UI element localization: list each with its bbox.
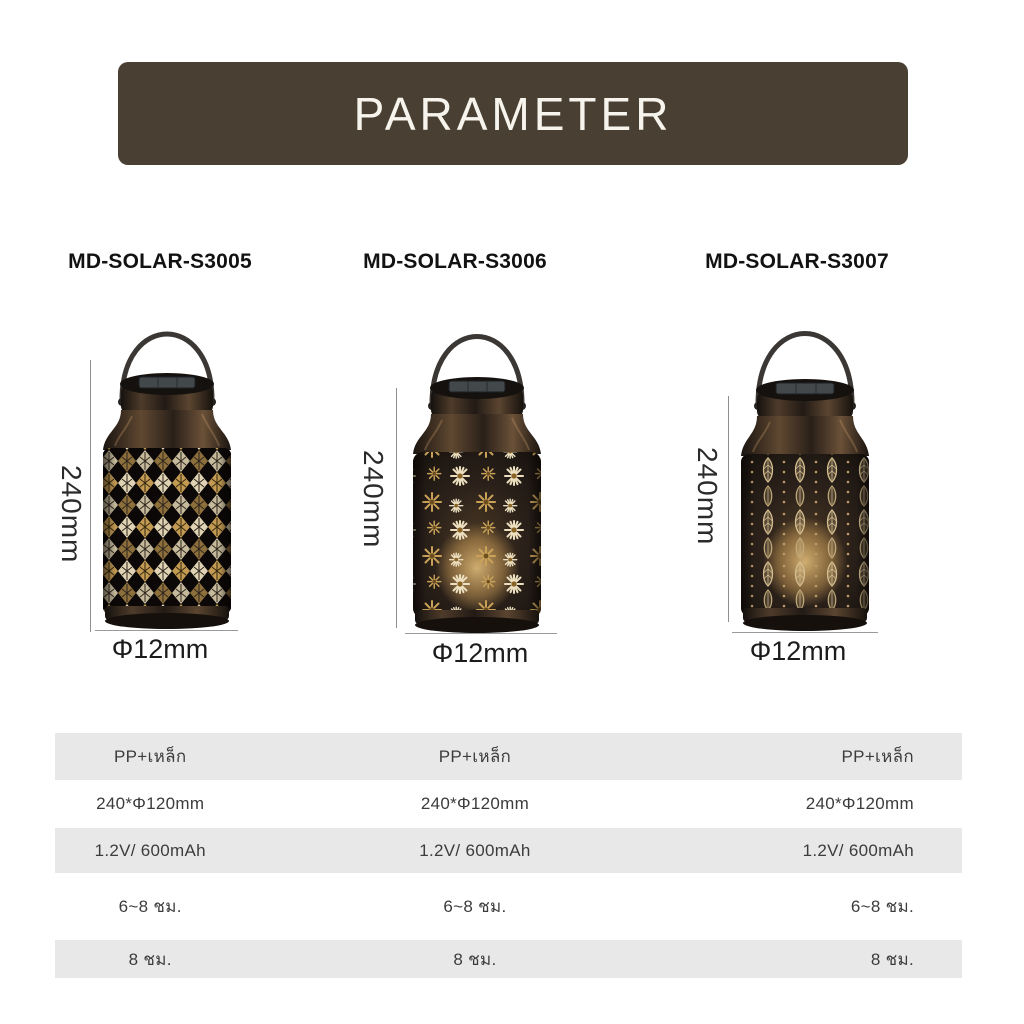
diameter-label-2: Φ12mm: [431, 638, 529, 668]
diameter-dimension-line-2: [405, 633, 557, 634]
height-label-1: 240mm: [56, 465, 87, 564]
product-model-2: MD-SOLAR-S3006: [363, 250, 547, 273]
charge-time-value-2: 6~8 ชม.: [443, 897, 507, 916]
height-dimension-line-3: [728, 396, 729, 622]
diameter-label-1: Φ12mm: [111, 634, 209, 664]
diameter-label-3: Φ12mm: [749, 636, 847, 666]
work-time-value-2: 8 ชม.: [453, 949, 497, 969]
battery-value-3: 1.2V/ 600mAh: [802, 840, 914, 860]
size-value-1: 240*Φ120mm: [96, 794, 205, 813]
lantern-image-feather: [720, 300, 890, 645]
height-dimension-line-1: [90, 360, 91, 632]
diameter-dimension-line-1: [95, 630, 238, 631]
spec-row-work-time: [55, 940, 962, 978]
size-value-3: 240*Φ120mm: [805, 794, 914, 813]
size-value-2: 240*Φ120mm: [420, 794, 530, 813]
material-value-1: PP+เหล็ก: [114, 747, 187, 766]
product-model-1: MD-SOLAR-S3005: [68, 250, 252, 273]
height-label-3: 240mm: [692, 447, 723, 546]
spec-row-size: [55, 780, 962, 828]
lantern-image-flower: [392, 300, 562, 645]
height-label-2: 240mm: [358, 450, 389, 549]
height-dimension-line-2: [396, 388, 397, 628]
spec-table: [55, 733, 962, 978]
product-model-3: MD-SOLAR-S3007: [705, 250, 889, 273]
battery-value-1: 1.2V/ 600mAh: [94, 840, 206, 860]
diameter-dimension-line-3: [732, 632, 878, 633]
material-value-3: PP+เหล็ก: [841, 747, 914, 766]
charge-time-value-3: 6~8 ชม.: [850, 897, 914, 916]
work-time-value-3: 8 ชม.: [870, 949, 914, 969]
lantern-image-diamond: [82, 296, 252, 641]
charge-time-value-1: 6~8 ชม.: [118, 897, 182, 916]
spec-row-battery: [55, 828, 962, 873]
spec-row-charge-time: [55, 873, 962, 940]
work-time-value-1: 8 ชม.: [128, 949, 172, 969]
spec-row-material: [55, 733, 962, 780]
banner-title: PARAMETER: [353, 87, 673, 140]
material-value-2: PP+เหล็ก: [438, 747, 512, 766]
battery-value-2: 1.2V/ 600mAh: [419, 840, 531, 860]
parameter-banner: [118, 62, 908, 165]
